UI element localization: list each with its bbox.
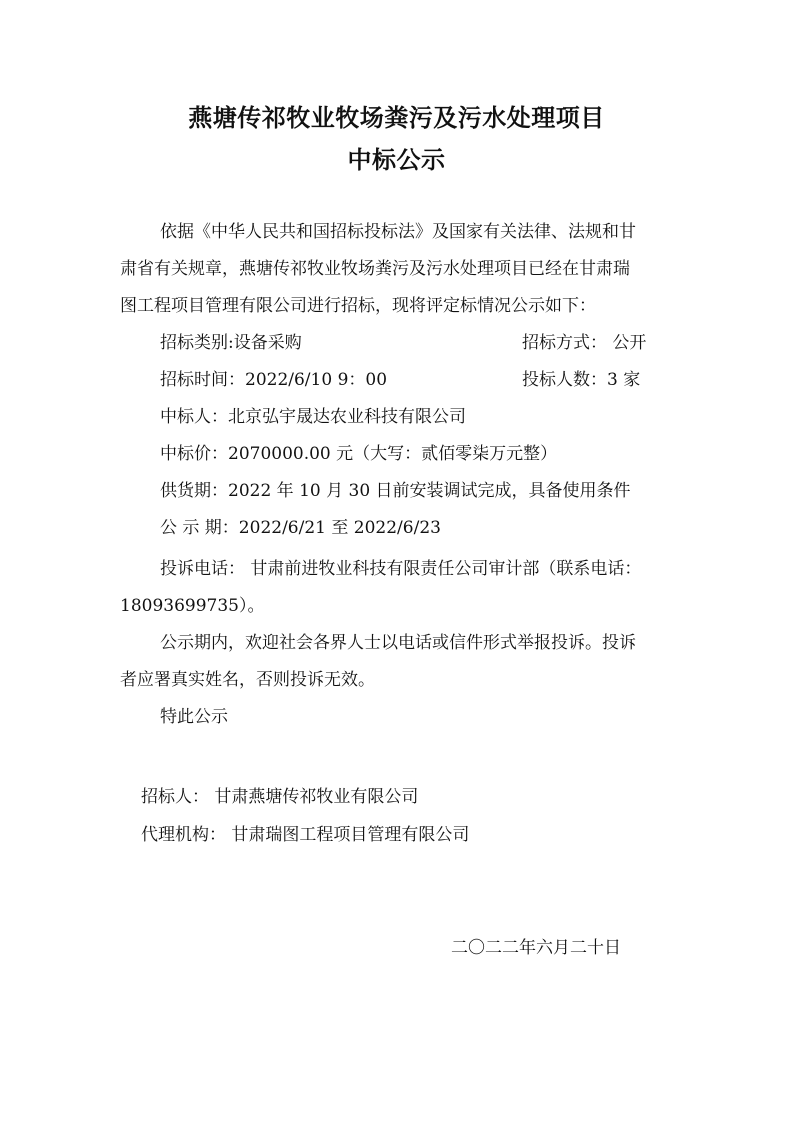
title-line-2: 中标公示 xyxy=(347,146,446,174)
intro-line-2: 肃省有关规章，燕塘传祁牧业牧场粪污及污水处理项目已经在甘肃瑞 xyxy=(120,259,630,279)
bid-category: 招标类别:设备采购 xyxy=(160,333,302,353)
intro-line-3: 图工程项目管理有限公司进行招标，现将评定标情况公示如下： xyxy=(120,296,596,316)
delivery-period: 供货期：2022 年 10 月 30 日前安装调试完成，具备使用条件 xyxy=(160,481,631,501)
complaint-line-1: 投诉电话： 甘肃前进牧业科技有限责任公司审计部（联系电话： xyxy=(160,559,642,579)
bid-method: 招标方式： 公开 xyxy=(522,333,647,353)
title-line-1: 燕塘传祁牧业牧场粪污及污水处理项目 xyxy=(188,104,605,132)
notice-line-1: 公示期内，欢迎社会各界人士以电话或信件形式举报投诉。投诉 xyxy=(160,633,636,653)
notice-line-2: 者应署真实姓名，否则投诉无效。 xyxy=(120,670,375,690)
winning-bidder: 中标人：北京弘宇晟达农业科技有限公司 xyxy=(160,407,466,427)
publicity-period: 公 示 期：2022/6/21 至 2022/6/23 xyxy=(160,518,441,538)
bidder-count: 投标人数：3 家 xyxy=(522,370,641,390)
intro-line-1: 依据《中华人民共和国招标投标法》及国家有关法律、法规和甘 xyxy=(160,222,636,242)
special-notice: 特此公示 xyxy=(160,707,228,727)
issue-date: 二〇二二年六月二十日 xyxy=(451,938,621,958)
bid-time: 招标时间：2022/6/10 9：00 xyxy=(160,370,388,390)
agency: 代理机构： 甘肃瑞图工程项目管理有限公司 xyxy=(141,825,470,845)
complaint-line-2: 18093699735）。 xyxy=(120,596,265,616)
winning-price: 中标价：2070000.00 元（大写：贰佰零柒万元整） xyxy=(160,444,558,464)
tenderer: 招标人： 甘肃燕塘传祁牧业有限公司 xyxy=(141,787,419,807)
